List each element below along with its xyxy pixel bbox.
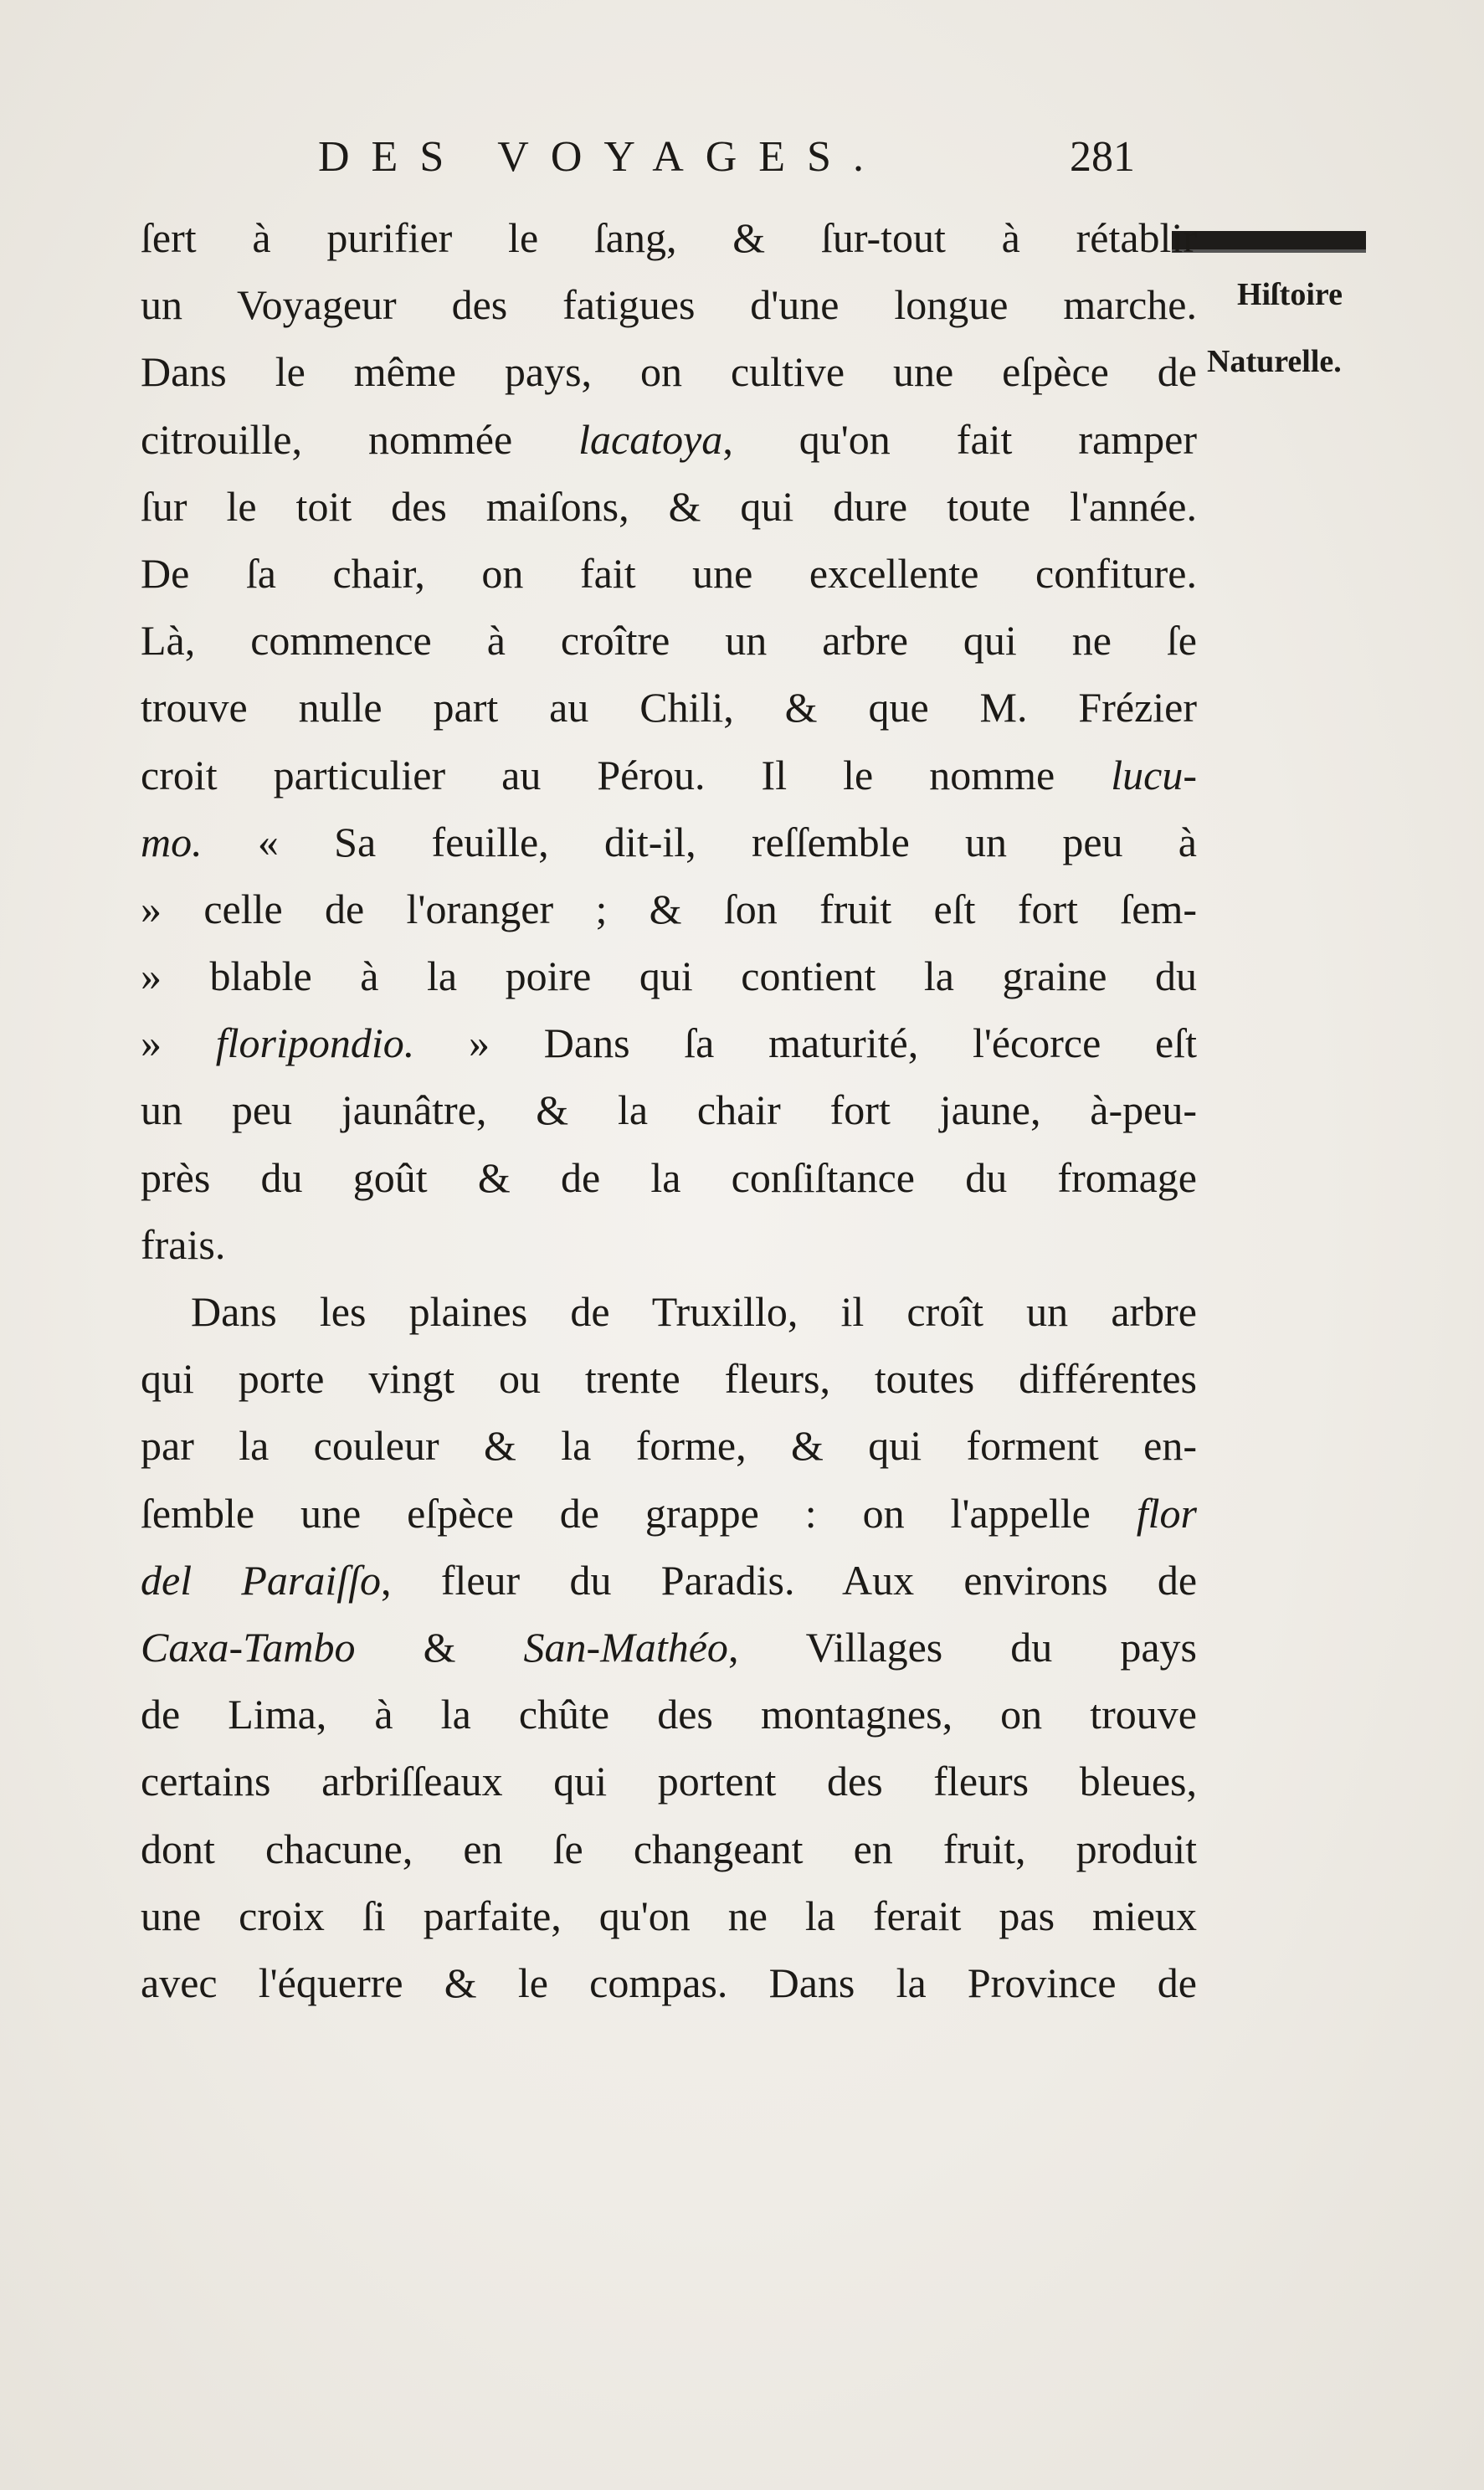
text-segment: près du goût & de la conſiſtance du fromage	[141, 1153, 1197, 1201]
italic-text: flor	[1136, 1489, 1197, 1537]
italic-text: San-Mathéo	[523, 1623, 728, 1671]
text-line	[141, 271, 1197, 338]
text-segment: trouve nulle part au Chili, & que M. Frézier	[141, 684, 1197, 732]
text-line	[141, 1278, 1197, 1345]
text-segment: Dans les plaines de Truxillo, il croît un arbre	[191, 1288, 1197, 1335]
text-line	[141, 1345, 1197, 1412]
text-line	[141, 875, 1197, 942]
italic-text: del Paraiſſo	[141, 1556, 382, 1604]
text-segment: certains arbriſſeaux qui portent des fleurs bleues,	[141, 1758, 1197, 1805]
text-line	[141, 540, 1197, 607]
text-line	[141, 1681, 1197, 1748]
text-line	[141, 1009, 1197, 1076]
text-segment: Dans le même pays, on cultive une eſpèce de	[141, 348, 1197, 396]
text-line	[141, 742, 1197, 809]
text-segment: croit particulier au Pérou. Il le nomme	[141, 751, 1112, 798]
italic-text: floripondio.	[215, 1019, 415, 1067]
text-segment: » celle de l'oranger ; & ſon fruit eſt fort ſem-	[141, 885, 1197, 932]
text-segment: ſert à purifier le ſang, & ſur-tout à rétablir	[141, 214, 1197, 261]
text-line	[141, 1748, 1197, 1815]
margin-note-line-1: Hiſtoire	[1237, 277, 1343, 312]
text-segment: un peu jaunâtre, & la chair fort jaune, à-peu-	[141, 1086, 1197, 1134]
text-segment: dont chacune, en ſe changeant en fruit, produit	[141, 1825, 1197, 1872]
text-line	[141, 809, 1197, 875]
text-line	[141, 942, 1197, 1009]
text-line	[141, 607, 1197, 674]
text-segment: un Voyageur des fatigues d'une longue marche.	[141, 281, 1197, 329]
text-line	[141, 338, 1197, 405]
italic-text: mo.	[141, 818, 203, 865]
body-text	[141, 204, 1197, 2016]
text-segment: , fleur du Paradis. Aux environs de	[381, 1556, 1198, 1604]
text-segment: , Villages du pays	[727, 1623, 1197, 1671]
text-line	[141, 1949, 1197, 2016]
text-segment: &	[355, 1623, 524, 1671]
running-title: DES VOYAGES.	[318, 133, 886, 181]
text-segment: »	[141, 1019, 216, 1067]
text-line	[141, 1480, 1197, 1547]
text-line	[141, 1144, 1197, 1211]
text-line	[141, 204, 1197, 271]
text-segment: par la couleur & la forme, & qui forment en-	[141, 1422, 1197, 1470]
text-line	[141, 473, 1197, 540]
text-segment: « Sa feuille, dit-il, reſſemble un peu à	[202, 818, 1197, 865]
italic-text: lucu-	[1111, 751, 1197, 798]
margin-note-line-2: Naturelle.	[1207, 344, 1342, 379]
italic-text: lacatoya	[578, 415, 723, 463]
text-segment: De ſa chair, on fait une excellente confiture.	[141, 549, 1197, 597]
text-line	[141, 1076, 1197, 1143]
margin-rule	[1172, 231, 1366, 253]
text-segment: de Lima, à la chûte des montagnes, on trouve	[141, 1691, 1197, 1738]
text-line	[141, 1815, 1197, 1882]
text-segment: avec l'équerre & le compas. Dans la Province de	[141, 1959, 1197, 2006]
text-line	[141, 1882, 1197, 1949]
text-line	[141, 1547, 1197, 1614]
text-segment: » blable à la poire qui contient la graine du	[141, 952, 1197, 1000]
text-segment: ſur le toit des maiſons, & qui dure toute l'année.	[141, 482, 1197, 530]
text-segment: qui porte vingt ou trente fleurs, toutes différentes	[141, 1355, 1197, 1403]
text-line	[141, 674, 1197, 741]
text-segment: frais.	[141, 1220, 226, 1268]
text-segment: » Dans ſa maturité, l'écorce eſt	[414, 1019, 1197, 1067]
text-line	[141, 1211, 1197, 1278]
text-line	[141, 1614, 1197, 1681]
text-line	[141, 1412, 1197, 1479]
text-segment: une croix ſi parfaite, qu'on ne la ferait pas mieux	[141, 1892, 1197, 1939]
page-number: 281	[1070, 133, 1135, 181]
text-segment: , qu'on fait ramper	[722, 415, 1197, 463]
italic-text: Caxa-Tambo	[141, 1623, 356, 1671]
text-line	[141, 406, 1197, 473]
text-segment: citrouille, nommée	[141, 415, 579, 463]
text-segment: Là, commence à croître un arbre qui ne ſe	[141, 617, 1197, 665]
text-segment: ſemble une eſpèce de grappe : on l'appelle	[141, 1489, 1137, 1537]
